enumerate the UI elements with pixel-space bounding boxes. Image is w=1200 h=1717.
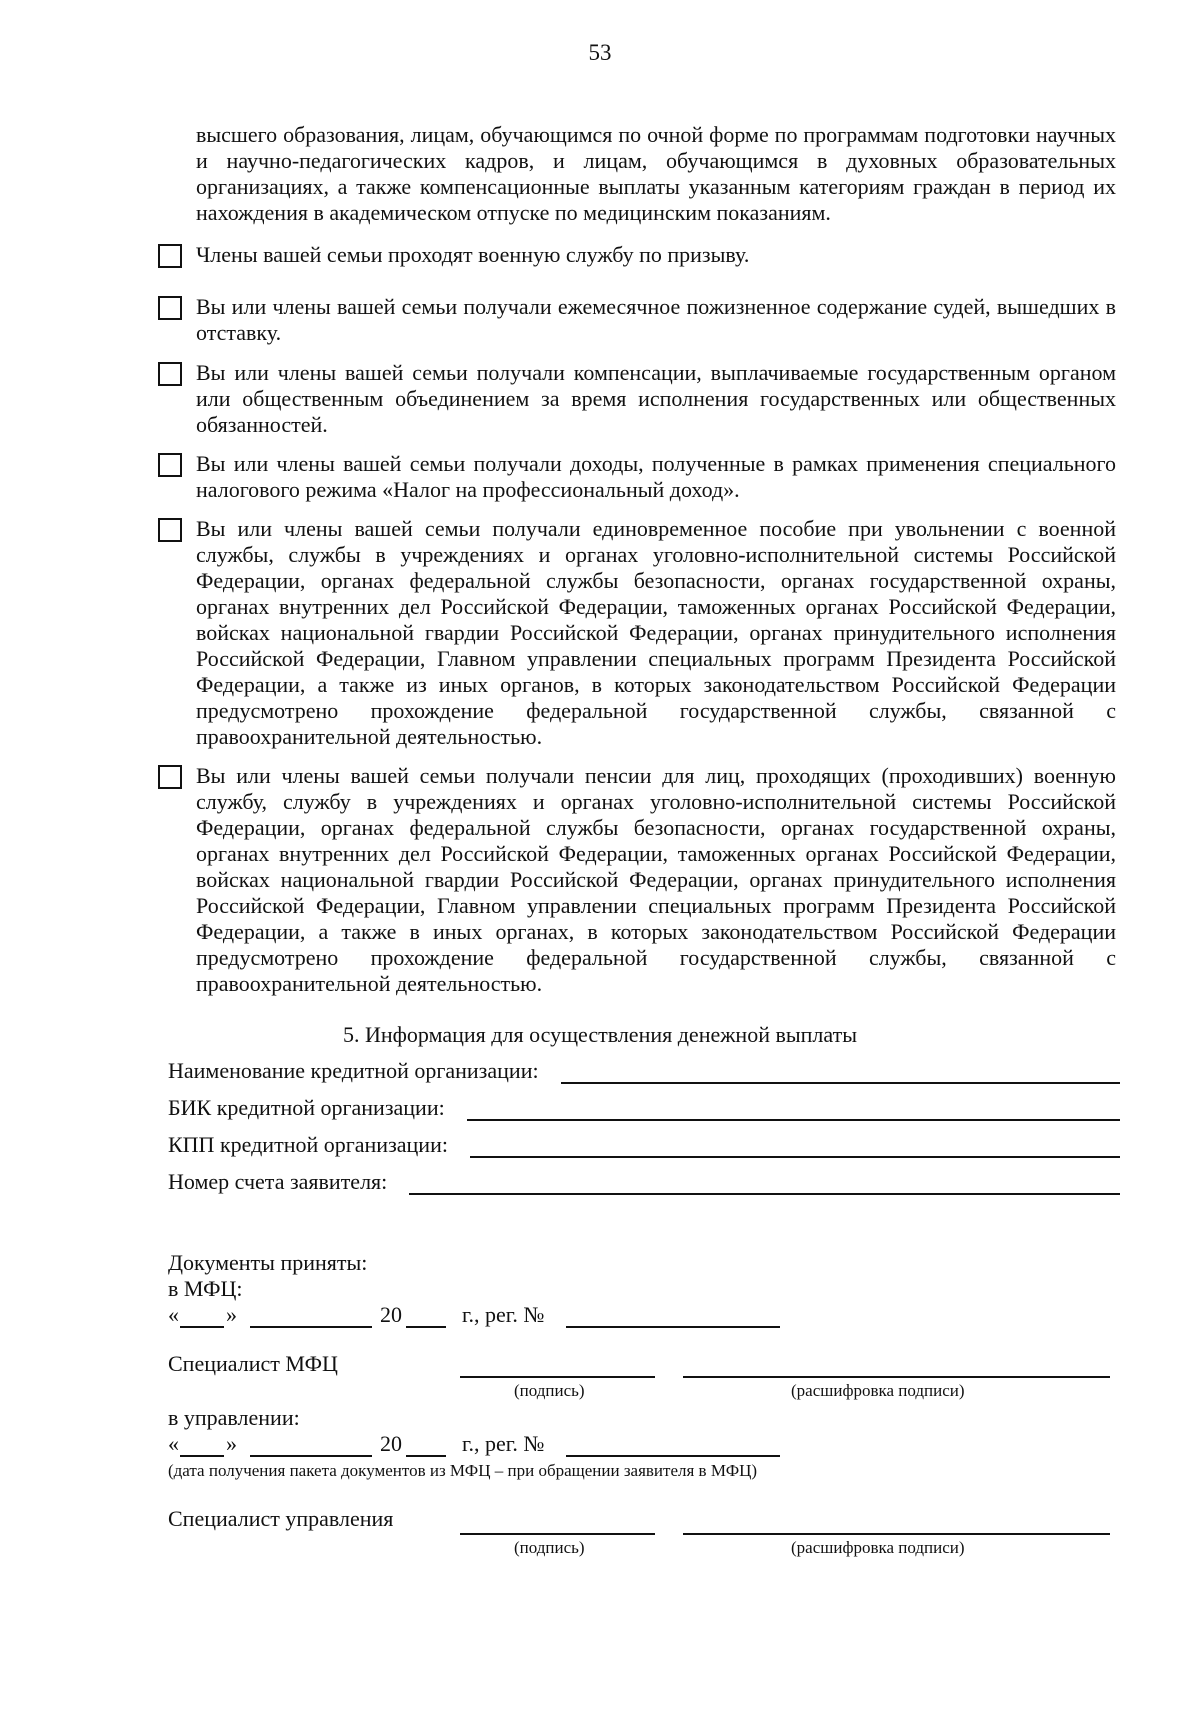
mfc-reg-number-line[interactable] xyxy=(566,1326,780,1328)
option-checkbox[interactable] xyxy=(158,362,182,386)
year-prefix: 20 xyxy=(380,1302,402,1327)
section-5-title: 5. Информация для осуществления денежной выплаты xyxy=(343,1022,857,1047)
kpp-field[interactable] xyxy=(168,1130,1120,1158)
dept-reg-number-line[interactable] xyxy=(566,1455,780,1457)
mfc-decryption-line[interactable] xyxy=(683,1376,1110,1378)
open-quote: « xyxy=(168,1302,179,1327)
close-quote: » xyxy=(226,1302,237,1327)
dept-specialist-label: Специалист управления xyxy=(168,1506,394,1531)
open-quote: « xyxy=(168,1431,179,1456)
option-checkbox[interactable] xyxy=(158,518,182,542)
dept-year-line[interactable] xyxy=(406,1455,446,1457)
option-item-professional-income-tax xyxy=(158,451,1116,503)
option-item-pensions xyxy=(158,763,1116,997)
account-number-field[interactable] xyxy=(168,1167,1120,1195)
option-item-severance-allowance xyxy=(158,516,1116,750)
mfc-specialist-label: Специалист МФЦ xyxy=(168,1351,338,1376)
bik-field[interactable] xyxy=(168,1093,1120,1121)
option-checkbox[interactable] xyxy=(158,765,182,789)
option-checkbox[interactable] xyxy=(158,244,182,268)
mfc-signature-caption: (подпись) xyxy=(514,1381,585,1400)
option-label: Вы или члены вашей семьи получали ежемесячное пожизненное содержание судей, вышедших в отставку. xyxy=(196,294,1116,345)
page-number: 53 xyxy=(588,40,612,65)
bank-name-line[interactable] xyxy=(561,1062,1120,1084)
mfc-year-line[interactable] xyxy=(406,1326,446,1328)
dept-signature-caption: (подпись) xyxy=(514,1538,585,1557)
option-item-military-conscription xyxy=(158,242,1116,268)
bank-name-label: Наименование кредитной организации: xyxy=(168,1058,539,1083)
option-item-retired-judges xyxy=(158,294,1116,346)
bank-name-field[interactable] xyxy=(168,1056,1120,1084)
option-item-compensation xyxy=(158,360,1116,438)
option-label: Вы или члены вашей семьи получали доходы, полученные в рамках применения специального налогового режима «Налог на профессиональный доход». xyxy=(196,451,1116,502)
dept-decryption-caption: (расшифровка подписи) xyxy=(791,1538,965,1557)
reg-label: г., рег. № xyxy=(462,1431,545,1456)
dept-month-line[interactable] xyxy=(250,1455,372,1457)
continuation-paragraph: высшего образования, лицам, обучающимся по очной форме по программам подготовки научных и научно-педагогических кадров, и лицам, обучающимся в духовных образовательных организациях, а также компенсационные выплаты указанным категориям граждан в период их нахождения в академическом отпуске по медицинским показаниям. xyxy=(196,122,1116,225)
close-quote: » xyxy=(226,1431,237,1456)
option-label: Члены вашей семьи проходят военную службу по призыву. xyxy=(196,242,750,267)
reg-label: г., рег. № xyxy=(462,1302,545,1327)
bik-label: БИК кредитной организации: xyxy=(168,1095,445,1120)
mfc-decryption-caption: (расшифровка подписи) xyxy=(791,1381,965,1400)
in-mfc-label: в МФЦ: xyxy=(168,1276,243,1301)
mfc-signature-line[interactable] xyxy=(460,1376,655,1378)
documents-accepted-label: Документы приняты: xyxy=(168,1250,368,1275)
bik-line[interactable] xyxy=(467,1099,1120,1121)
option-checkbox[interactable] xyxy=(158,296,182,320)
option-label: Вы или члены вашей семьи получали компенсации, выплачиваемые государственным органом или общественным объединением за время исполнения государственных или общественных обязанностей. xyxy=(196,360,1116,437)
kpp-label: КПП кредитной организации: xyxy=(168,1132,448,1157)
option-label: Вы или члены вашей семьи получали единовременное пособие при увольнении с военной службы, службы в учреждениях и органах уголовно-исполнительной системы Российской Федерации, органах федеральной службы безопасности, органах государственной охраны, органах внутренних дел Российской Федерации, таможенных органах Российской Федерации, войсках национальной гвардии Российской Федерации, органах принудительного исполнения Российской Федерации, Главном управлении специальных программ Президента Российской Федерации, а также из иных органов, в которых законодательством Российской Федерации предусмотрено прохождение федеральной государственной службы, связанной с правоохранительной деятельностью. xyxy=(196,516,1116,749)
year-prefix: 20 xyxy=(380,1431,402,1456)
mfc-month-line[interactable] xyxy=(250,1326,372,1328)
in-department-label: в управлении: xyxy=(168,1405,300,1430)
dept-day-line[interactable] xyxy=(180,1455,224,1457)
option-label: Вы или члены вашей семьи получали пенсии для лиц, проходящих (проходивших) военную службу, службу в учреждениях и органах уголовно-исполнительной системы Российской Федерации, органах федеральной службы безопасности, органах государственной охраны, органах внутренних дел Российской Федерации, таможенных органах Российской Федерации, войсках национальной гвардии Российской Федерации, органах принудительного исполнения Российской Федерации, Главном управлении специальных программ Президента Российской Федерации, а также в иных органах, в которых законодательством Российской Федерации предусмотрено прохождение федеральной государственной службы, связанной с правоохранительной деятельностью. xyxy=(196,763,1116,996)
account-number-line[interactable] xyxy=(409,1173,1120,1195)
option-checkbox[interactable] xyxy=(158,453,182,477)
account-number-label: Номер счета заявителя: xyxy=(168,1169,388,1194)
receipt-date-note: (дата получения пакета документов из МФЦ – при обращении заявителя в МФЦ) xyxy=(168,1461,758,1480)
dept-signature-line[interactable] xyxy=(460,1533,655,1535)
mfc-day-line[interactable] xyxy=(180,1326,224,1328)
kpp-line[interactable] xyxy=(470,1136,1120,1158)
dept-decryption-line[interactable] xyxy=(683,1533,1110,1535)
